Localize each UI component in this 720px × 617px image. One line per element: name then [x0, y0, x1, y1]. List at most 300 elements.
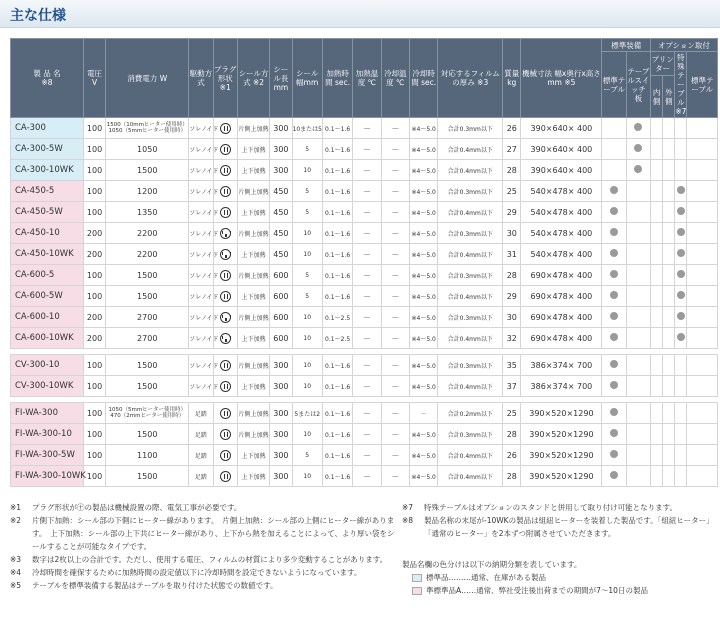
- cell-drive: ソレノイド: [189, 118, 213, 139]
- model-name: CA-300-5W: [11, 139, 84, 160]
- cell-equip-d1: [602, 286, 626, 307]
- header-dims: 機械寸法 幅x奥行x高さ mm ※5: [521, 39, 602, 118]
- cell-seal: 片側上加熱: [237, 424, 269, 445]
- cell-weight: 28: [503, 424, 521, 445]
- cell-power: 1500: [106, 424, 189, 445]
- cell-drive: ソレノイド: [189, 244, 213, 265]
- cell-equip-d4: [663, 118, 675, 139]
- cell-film: 合計0.2mm以下: [438, 403, 503, 424]
- cell-voltage: 100: [83, 118, 105, 139]
- cell-cool-temp: －: [381, 424, 409, 445]
- availability-dot-icon: [610, 381, 618, 389]
- legend-semi-standard-swatch: [412, 587, 422, 595]
- cell-weight: 26: [503, 118, 521, 139]
- plug-3pin-icon: [220, 228, 231, 239]
- cell-length: 300: [270, 403, 292, 424]
- availability-dot-icon: [634, 123, 642, 131]
- header-std-table: 標準テーブル: [602, 52, 626, 118]
- cell-width: 10: [292, 355, 322, 376]
- cell-seal: 上下加熱: [237, 328, 269, 349]
- cell-heat-temp: －: [353, 118, 381, 139]
- cell-weight: 28: [503, 160, 521, 181]
- cell-seal: 上下加熱: [237, 202, 269, 223]
- cell-drive: ソレノイド: [189, 202, 213, 223]
- cell-drive: ソレノイド: [189, 328, 213, 349]
- plug-2pin-icon: [220, 144, 231, 155]
- availability-dot-icon: [677, 186, 685, 194]
- cell-equip-d5: [675, 445, 687, 466]
- cell-width: 10: [292, 328, 322, 349]
- model-name: CA-300-10WK: [11, 160, 84, 181]
- cell-power: 1350: [106, 202, 189, 223]
- footnote-text: 冷却時間を確保するために加熱時間の設定値以下に冷却時間を設定できないようになっています。: [32, 568, 362, 577]
- cell-equip-d1: [602, 118, 626, 139]
- cell-heat-time: 0.1～1.6: [322, 139, 352, 160]
- cell-equip-d2: [626, 118, 650, 139]
- cell-weight: 29: [503, 286, 521, 307]
- header-printer-outer: 外側: [663, 76, 675, 118]
- table-row: [11, 202, 718, 223]
- availability-dot-icon: [610, 207, 618, 215]
- cell-equip-d2: [626, 376, 650, 397]
- cell-equip-d5: [675, 355, 687, 376]
- cell-length: 300: [270, 424, 292, 445]
- footnote-mark: ※5: [10, 581, 22, 590]
- legend-title: 製品名欄の色分けは以下の納期分類を表しています。: [402, 560, 582, 569]
- cell-equip-d5: [675, 244, 687, 265]
- table-row: [11, 445, 718, 466]
- page-title: 主な仕様: [10, 8, 66, 24]
- cell-seal: 上下加熱: [237, 445, 269, 466]
- availability-dot-icon: [677, 228, 685, 236]
- cell-cool-temp: －: [381, 202, 409, 223]
- cell-equip-d3: [651, 445, 663, 466]
- plug-2pin-icon: [220, 207, 231, 218]
- cell-seal: 片側上加熱: [237, 223, 269, 244]
- cell-equip-d4: [663, 244, 675, 265]
- cell-weight: 31: [503, 244, 521, 265]
- header-weight: 質量 kg: [503, 39, 521, 118]
- plug-2pin-icon: [220, 450, 231, 461]
- cell-dims: 690×478× 400: [521, 328, 602, 349]
- cell-cool-temp: －: [381, 307, 409, 328]
- footnote: [402, 514, 718, 540]
- table-row: [11, 223, 718, 244]
- availability-dot-icon: [634, 144, 642, 152]
- cell-voltage: 100: [83, 265, 105, 286]
- cell-dims: 540×478× 400: [521, 202, 602, 223]
- cell-heat-temp: －: [353, 223, 381, 244]
- footnote-text: テーブルを標準装備する製品はテーブルを取り付けた状態での数値です。: [32, 581, 278, 590]
- cell-voltage: 200: [83, 328, 105, 349]
- cell-power: 1500: [106, 265, 189, 286]
- cell-equip-d4: [663, 139, 675, 160]
- cell-cool-time: ※4～5.0: [410, 466, 438, 487]
- cell-equip-d2: [626, 328, 650, 349]
- cell-dims: 390×640× 400: [521, 160, 602, 181]
- cell-voltage: 100: [83, 424, 105, 445]
- cell-width: 5: [292, 202, 322, 223]
- cell-equip-d1: [602, 328, 626, 349]
- cell-equip-d2: [626, 403, 650, 424]
- cell-equip-d3: [651, 160, 663, 181]
- cell-film: 合計0.4mm以下: [438, 328, 503, 349]
- cell-equip-d4: [663, 223, 675, 244]
- cell-equip-d6: [687, 403, 718, 424]
- cell-equip-d3: [651, 265, 663, 286]
- header-cool-temp: 冷却温度 ℃: [381, 39, 409, 118]
- model-name: FI-WA-300: [11, 403, 84, 424]
- cell-equip-d3: [651, 355, 663, 376]
- cell-length: 300: [270, 376, 292, 397]
- cell-weight: 30: [503, 223, 521, 244]
- cell-equip-d2: [626, 139, 650, 160]
- footnote-mark: ※8: [402, 516, 414, 525]
- cell-power: 1500: [106, 376, 189, 397]
- cell-power: 1500: [106, 160, 189, 181]
- availability-dot-icon: [610, 429, 618, 437]
- table-row: [11, 139, 718, 160]
- cell-heat-temp: －: [353, 181, 381, 202]
- cell-equip-d3: [651, 403, 663, 424]
- cell-equip-d6: [687, 286, 718, 307]
- cell-cool-temp: －: [381, 139, 409, 160]
- cell-equip-d5: [675, 376, 687, 397]
- cell-equip-d3: [651, 223, 663, 244]
- cell-dims: 390×520×1290: [521, 424, 602, 445]
- availability-dot-icon: [610, 360, 618, 368]
- cell-plug: [213, 403, 237, 424]
- cell-cool-temp: －: [381, 118, 409, 139]
- cell-equip-d3: [651, 307, 663, 328]
- cell-equip-d2: [626, 265, 650, 286]
- header-heat-time: 加熱時間 sec.: [322, 39, 352, 118]
- cell-cool-time: ※4～5.0: [410, 160, 438, 181]
- cell-cool-temp: －: [381, 223, 409, 244]
- cell-width: 10: [292, 307, 322, 328]
- plug-2pin-icon: [220, 471, 231, 482]
- cell-heat-temp: －: [353, 403, 381, 424]
- cell-equip-d1: [602, 139, 626, 160]
- availability-dot-icon: [610, 333, 618, 341]
- cell-equip-d5: [675, 139, 687, 160]
- header-drive: 駆動方式: [189, 39, 213, 118]
- cell-equip-d5: [675, 328, 687, 349]
- plug-2pin-icon: [220, 123, 231, 134]
- cell-width: 10: [292, 160, 322, 181]
- header-printer: プリンター: [651, 52, 675, 76]
- model-name: FI-WA-300-5W: [11, 445, 84, 466]
- cell-equip-d5: [675, 424, 687, 445]
- cell-dims: 690×478× 400: [521, 265, 602, 286]
- cell-length: 450: [270, 202, 292, 223]
- cell-equip-d3: [651, 286, 663, 307]
- cell-equip-d4: [663, 286, 675, 307]
- cell-length: 300: [270, 445, 292, 466]
- legend-standard: [412, 571, 718, 584]
- cell-seal: 上下加熱: [237, 244, 269, 265]
- cell-heat-time: 0.1～1.6: [322, 265, 352, 286]
- header-special-table: 特殊テーブル※7: [675, 53, 687, 116]
- cell-cool-temp: －: [381, 445, 409, 466]
- cell-equip-d1: [602, 466, 626, 487]
- legend-semi-standard-label: 準標準品A……通常、弊社受注後出荷までの期間が7～10日の製品: [426, 586, 648, 595]
- cell-plug: [213, 424, 237, 445]
- cell-width: 5: [292, 445, 322, 466]
- cell-seal: 片側上加熱: [237, 118, 269, 139]
- cell-cool-time: ※4～5.0: [410, 118, 438, 139]
- cell-film: 合計0.3mm以下: [438, 355, 503, 376]
- footnote-mark: ※1: [10, 503, 22, 512]
- cell-heat-time: 0.1～1.6: [322, 466, 352, 487]
- cell-equip-d5: [675, 403, 687, 424]
- cell-heat-temp: －: [353, 445, 381, 466]
- cell-cool-time: ※4～5.0: [410, 244, 438, 265]
- cell-equip-d1: [602, 307, 626, 328]
- cell-heat-temp: －: [353, 160, 381, 181]
- cell-equip-d6: [687, 139, 718, 160]
- cell-length: 300: [270, 355, 292, 376]
- cell-power: 1050（5mmヒーター使用時） 470（2mmヒーター使用時）: [106, 403, 189, 424]
- cell-equip-d6: [687, 202, 718, 223]
- cell-heat-time: 0.1～1.6: [322, 376, 352, 397]
- cell-weight: 26: [503, 445, 521, 466]
- availability-dot-icon: [610, 408, 618, 416]
- cell-voltage: 200: [83, 223, 105, 244]
- model-name: CA-450-5: [11, 181, 84, 202]
- cell-film: 合計0.3mm以下: [438, 118, 503, 139]
- cell-cool-temp: －: [381, 265, 409, 286]
- cell-drive: 足踏: [189, 403, 213, 424]
- cell-cool-temp: －: [381, 355, 409, 376]
- cell-dims: 690×478× 400: [521, 286, 602, 307]
- cell-heat-time: 0.1～1.6: [322, 403, 352, 424]
- cell-voltage: 100: [83, 355, 105, 376]
- cell-equip-d1: [602, 244, 626, 265]
- model-name: CV-300-10: [11, 355, 84, 376]
- cell-heat-temp: －: [353, 286, 381, 307]
- cell-length: 300: [270, 466, 292, 487]
- cell-heat-time: 0.1～1.6: [322, 424, 352, 445]
- cell-film: 合計0.4mm以下: [438, 160, 503, 181]
- plug-2pin-icon: [220, 360, 231, 371]
- availability-dot-icon: [610, 312, 618, 320]
- table-row: [11, 403, 718, 424]
- cell-equip-d2: [626, 424, 650, 445]
- cell-equip-d3: [651, 376, 663, 397]
- cell-voltage: 200: [83, 244, 105, 265]
- table-row: [11, 424, 718, 445]
- cell-width: 5: [292, 265, 322, 286]
- cell-heat-temp: －: [353, 244, 381, 265]
- cell-heat-time: 0.1～1.6: [322, 355, 352, 376]
- plug-3pin-icon: [220, 249, 231, 260]
- cell-drive: ソレノイド: [189, 307, 213, 328]
- table-row: [11, 466, 718, 487]
- cell-width: 5: [292, 139, 322, 160]
- cell-equip-d5: [675, 307, 687, 328]
- header-options: オプション取付: [651, 39, 718, 52]
- header-film: 対応するフィルムの厚み ※3: [438, 39, 503, 118]
- cell-drive: 足踏: [189, 424, 213, 445]
- cell-voltage: 100: [83, 139, 105, 160]
- cell-drive: 足踏: [189, 445, 213, 466]
- header-std-equip: 標準装備: [602, 39, 651, 52]
- cell-weight: 25: [503, 403, 521, 424]
- cell-dims: 390×520×1290: [521, 466, 602, 487]
- cell-film: 合計0.4mm以下: [438, 139, 503, 160]
- footnote: [10, 501, 395, 514]
- header-model-label: 製 品 名: [33, 69, 61, 78]
- header-seal-width: シール幅mm: [292, 39, 322, 118]
- cell-equip-d5: [675, 265, 687, 286]
- cell-heat-temp: －: [353, 424, 381, 445]
- cell-dims: 390×520×1290: [521, 403, 602, 424]
- cell-seal: 片側上加熱: [237, 403, 269, 424]
- cell-equip-d2: [626, 160, 650, 181]
- cell-voltage: 100: [83, 466, 105, 487]
- cell-power: 1500: [106, 466, 189, 487]
- cell-dims: 390×640× 400: [521, 118, 602, 139]
- cell-cool-time: ※4～5.0: [410, 355, 438, 376]
- cell-film: 合計0.3mm以下: [438, 307, 503, 328]
- cell-heat-time: 0.1～1.6: [322, 286, 352, 307]
- cell-drive: ソレノイド: [189, 223, 213, 244]
- footnote-text: 特殊テーブルはオプションのスタンドと併用して取り付け可能となります。: [424, 503, 678, 512]
- cell-cool-time: ※4～5.0: [410, 286, 438, 307]
- cell-equip-d1: [602, 265, 626, 286]
- model-name: CA-450-10: [11, 223, 84, 244]
- header-plug: プラグ形状 ※1: [213, 39, 237, 118]
- cell-film: 合計0.4mm以下: [438, 202, 503, 223]
- cell-equip-d6: [687, 265, 718, 286]
- cell-heat-temp: －: [353, 265, 381, 286]
- cell-film: 合計0.3mm以下: [438, 265, 503, 286]
- legend-standard-swatch: [412, 574, 422, 582]
- cell-seal: 片側上加熱: [237, 265, 269, 286]
- cell-equip-d3: [651, 424, 663, 445]
- cell-equip-d1: [602, 445, 626, 466]
- cell-power: 1200: [106, 181, 189, 202]
- cell-equip-d6: [687, 160, 718, 181]
- model-name: CA-450-10WK: [11, 244, 84, 265]
- cell-power: 1100: [106, 445, 189, 466]
- legend-standard-label: 標準品………通常、在庫がある製品: [426, 573, 546, 582]
- cell-width: 10: [292, 223, 322, 244]
- cell-dims: 390×520×1290: [521, 445, 602, 466]
- cell-weight: 32: [503, 328, 521, 349]
- cell-width: 10: [292, 466, 322, 487]
- model-name: CA-600-5W: [11, 286, 84, 307]
- cell-equip-d2: [626, 355, 650, 376]
- header-table-switch: テーブルスイッチ 板: [626, 52, 650, 118]
- header-voltage: 電圧 V: [83, 39, 105, 118]
- model-name: FI-WA-300-10: [11, 424, 84, 445]
- cell-power: 2700: [106, 307, 189, 328]
- cell-equip-d4: [663, 355, 675, 376]
- plug-2pin-icon: [220, 165, 231, 176]
- cell-width: 5: [292, 286, 322, 307]
- cell-length: 300: [270, 139, 292, 160]
- availability-dot-icon: [610, 186, 618, 194]
- cell-equip-d3: [651, 139, 663, 160]
- cell-film: 合計0.4mm以下: [438, 466, 503, 487]
- cell-equip-d6: [687, 307, 718, 328]
- cell-drive: 足踏: [189, 466, 213, 487]
- header-power: 消費電力 W: [106, 39, 189, 118]
- availability-dot-icon: [634, 165, 642, 173]
- cell-equip-d5: [675, 223, 687, 244]
- cell-equip-d2: [626, 244, 650, 265]
- cell-equip-d6: [687, 244, 718, 265]
- cell-weight: 35: [503, 355, 521, 376]
- cell-drive: ソレノイド: [189, 139, 213, 160]
- cell-cool-temp: －: [381, 403, 409, 424]
- cell-equip-d4: [663, 328, 675, 349]
- table-row: [11, 181, 718, 202]
- cell-equip-d6: [687, 424, 718, 445]
- cell-voltage: 100: [83, 445, 105, 466]
- cell-heat-time: 0.1～1.6: [322, 244, 352, 265]
- cell-film: 合計0.4mm以下: [438, 376, 503, 397]
- cell-drive: ソレノイド: [189, 181, 213, 202]
- plug-3pin-icon: [220, 333, 231, 344]
- footnote-text: 数字は2枚以上の合計です。ただし、使用する電圧、フィルムの材質により多少変動することがあります。: [32, 555, 388, 564]
- model-name: CV-300-10WK: [11, 376, 84, 397]
- cell-drive: ソレノイド: [189, 376, 213, 397]
- table-row: [11, 118, 718, 139]
- cell-dims: 540×478× 400: [521, 181, 602, 202]
- cell-power: 1500: [106, 286, 189, 307]
- cell-voltage: 100: [83, 160, 105, 181]
- availability-dot-icon: [677, 291, 685, 299]
- footnote-mark: ※7: [402, 503, 414, 512]
- cell-weight: 27: [503, 139, 521, 160]
- cell-power: 1050: [106, 139, 189, 160]
- header-seal-method: シール方式 ※2: [237, 39, 269, 118]
- plug-2pin-icon: [220, 408, 231, 419]
- cell-voltage: 100: [83, 403, 105, 424]
- table-row: [11, 328, 718, 349]
- cell-width: 10: [292, 424, 322, 445]
- cell-heat-temp: －: [353, 376, 381, 397]
- cell-equip-d1: [602, 223, 626, 244]
- cell-seal: 片側上加熱: [237, 181, 269, 202]
- model-name: CA-600-10: [11, 307, 84, 328]
- cell-equip-d2: [626, 466, 650, 487]
- cell-film: 合計0.4mm以下: [438, 244, 503, 265]
- cell-equip-d1: [602, 181, 626, 202]
- footnote: [10, 553, 395, 566]
- model-name: CA-600-10WK: [11, 328, 84, 349]
- cell-drive: ソレノイド: [189, 160, 213, 181]
- cell-equip-d4: [663, 445, 675, 466]
- cell-equip-d6: [687, 445, 718, 466]
- cell-length: 600: [270, 265, 292, 286]
- header-std-table-option: 標準テーブル: [687, 52, 718, 118]
- footnote-mark: ※2: [10, 516, 22, 525]
- cell-heat-temp: －: [353, 307, 381, 328]
- header-heat-temp: 加熱温度 ℃: [353, 39, 381, 118]
- cell-equip-d5: [675, 466, 687, 487]
- cell-power: 1500（10mmヒーター使用時） 1050（5mmヒーター使用時）: [106, 118, 189, 139]
- cell-power: 2700: [106, 328, 189, 349]
- cell-seal: 上下加熱: [237, 160, 269, 181]
- footnote-text: 片側下加熱：シール部の下側にヒーター線があります。 片側上加熱：シール部の上側にヒーター線があります。 上下加熱：シール部の上下共にヒーター線があり、上下から熱を加えることによって、より厚い袋をシールすることが可能なタイプです。: [32, 516, 395, 551]
- cell-heat-temp: －: [353, 355, 381, 376]
- cell-voltage: 200: [83, 307, 105, 328]
- header-row: [11, 39, 718, 52]
